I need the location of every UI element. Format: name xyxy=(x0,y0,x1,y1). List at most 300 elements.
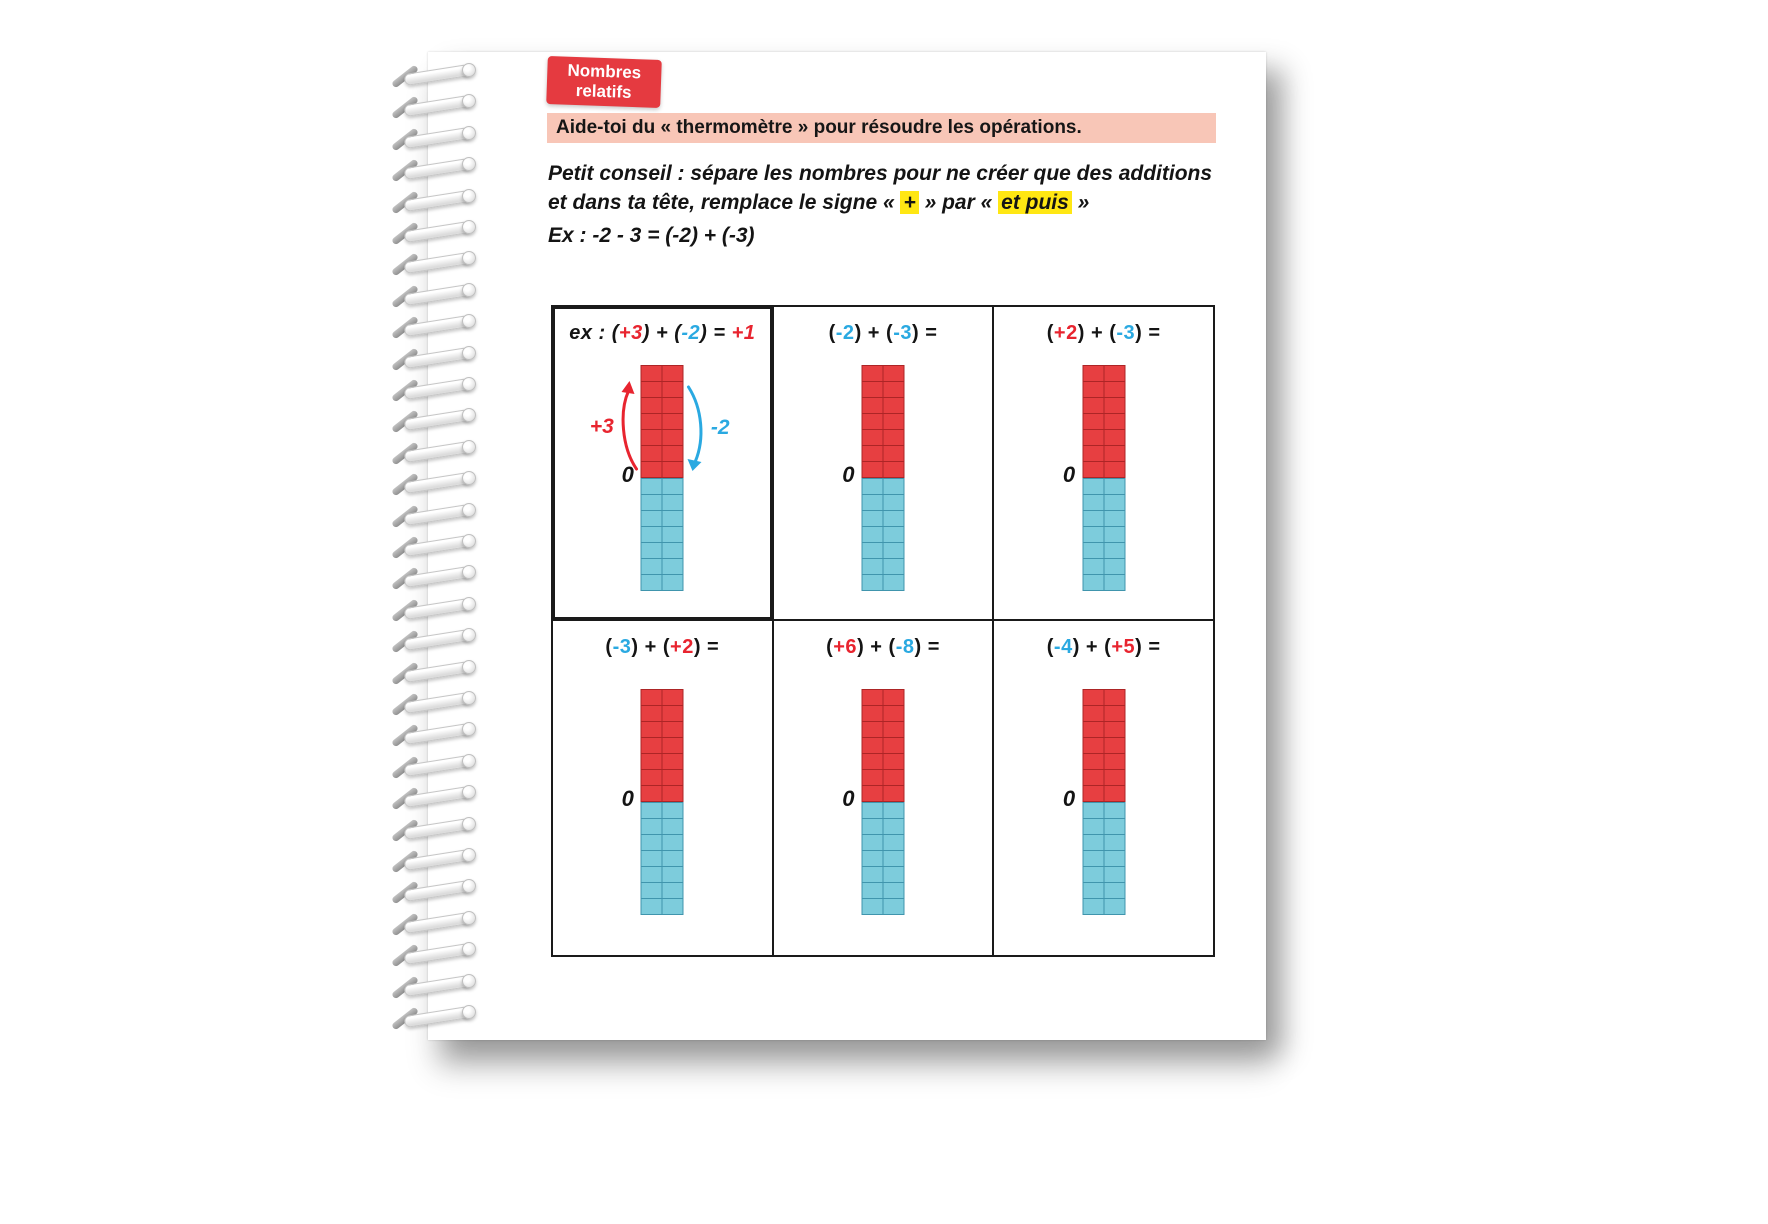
thermo-unit-cell xyxy=(1083,690,1103,705)
thermo-unit-cell xyxy=(642,414,662,429)
thermo-unit-cell xyxy=(663,559,683,574)
zero-label: 0 xyxy=(1062,462,1076,487)
thermometer-above-zero xyxy=(641,365,684,478)
cell-expression xyxy=(553,636,772,659)
coil-end-knob xyxy=(462,1005,476,1019)
coil-end-knob xyxy=(462,283,476,297)
thermo-unit-cell xyxy=(883,446,903,461)
coil-end-knob xyxy=(462,660,476,674)
coil-end-knob xyxy=(462,879,476,893)
thermo-unit-cell xyxy=(1083,706,1103,721)
thermo-unit-cell xyxy=(663,899,683,914)
thermo-unit-cell xyxy=(663,575,683,590)
thermo-unit-cell xyxy=(642,803,662,818)
instruction-text: Aide-toi du « thermomètre » pour résoudre les opérations. xyxy=(556,117,1082,138)
grid-cell xyxy=(773,620,994,956)
coil-end-knob xyxy=(462,251,476,265)
spiral-coil xyxy=(388,345,488,371)
thermo-unit-cell xyxy=(1083,511,1103,526)
spiral-coil xyxy=(388,941,488,967)
thermo-unit-cell xyxy=(862,430,882,445)
thermo-unit-cell xyxy=(862,835,882,850)
expression-segment: +1 xyxy=(731,322,756,344)
thermo-unit-cell xyxy=(883,722,903,737)
annotation-positive-jump xyxy=(590,379,639,475)
thermo-unit-cell xyxy=(862,803,882,818)
thermo-unit-cell xyxy=(1104,414,1124,429)
coil-end-knob xyxy=(462,974,476,988)
spiral-coil xyxy=(388,753,488,779)
thermo-unit-cell xyxy=(663,511,683,526)
thermo-unit-cell xyxy=(1083,430,1103,445)
coil-end-knob xyxy=(462,314,476,328)
thermometer-below-zero xyxy=(641,478,684,591)
thermo-unit-cell xyxy=(862,559,882,574)
thermo-unit-cell xyxy=(1083,738,1103,753)
coil-end-knob xyxy=(462,754,476,768)
thermo-unit-cell xyxy=(1083,479,1103,494)
highlight-plus-sign: + xyxy=(900,191,918,214)
thermo-unit-cell xyxy=(862,899,882,914)
coil-end-knob xyxy=(462,628,476,642)
thermo-unit-cell xyxy=(663,722,683,737)
advice-line2-mid: » par « xyxy=(918,191,999,214)
spiral-coil xyxy=(388,973,488,999)
coil-end-knob xyxy=(462,408,476,422)
grid-cell xyxy=(552,620,773,956)
advice-line2-pre: et dans ta tête, remplace le signe « xyxy=(548,191,901,214)
coil-end-knob xyxy=(462,471,476,485)
thermo-unit-cell xyxy=(1104,738,1124,753)
expression-segment: +2 xyxy=(670,636,694,658)
thermo-unit-cell xyxy=(1083,462,1103,477)
coil-end-knob xyxy=(462,691,476,705)
spiral-coil xyxy=(388,188,488,214)
thermo-unit-cell xyxy=(1104,495,1124,510)
spiral-coil xyxy=(388,219,488,245)
thermo-unit-cell xyxy=(883,462,903,477)
thermo-unit-cell xyxy=(862,690,882,705)
thermo-unit-cell xyxy=(1104,706,1124,721)
spiral-coil xyxy=(388,847,488,873)
thermo-unit-cell xyxy=(1104,527,1124,542)
grid-cell xyxy=(993,620,1214,956)
thermo-unit-cell xyxy=(883,559,903,574)
spiral-coil xyxy=(388,313,488,339)
expression-segment: -4 xyxy=(1053,636,1073,658)
thermo-unit-cell xyxy=(862,398,882,413)
thermo-unit-cell xyxy=(883,414,903,429)
thermo-unit-cell xyxy=(883,835,903,850)
thermo-unit-cell xyxy=(663,706,683,721)
thermo-unit-cell xyxy=(862,706,882,721)
thermo-unit-cell xyxy=(1104,851,1124,866)
instruction-banner xyxy=(547,113,1216,143)
thermo-unit-cell xyxy=(642,754,662,769)
expression-segment: -3 xyxy=(612,636,632,658)
thermo-unit-cell xyxy=(642,366,662,381)
thermo-unit-cell xyxy=(862,883,882,898)
thermo-unit-cell xyxy=(1104,835,1124,850)
expression-segment: ) = xyxy=(911,322,938,344)
cell-expression xyxy=(774,636,993,659)
thermo-unit-cell xyxy=(663,430,683,445)
thermo-unit-cell xyxy=(642,786,662,801)
thermometer-above-zero xyxy=(1082,689,1125,802)
thermo-unit-cell xyxy=(642,867,662,882)
grid-cell xyxy=(773,306,994,620)
thermo-unit-cell xyxy=(862,851,882,866)
thermo-unit-cell xyxy=(642,706,662,721)
thermo-unit-cell xyxy=(663,786,683,801)
thermo-unit-cell xyxy=(1083,366,1103,381)
thermo-unit-cell xyxy=(883,479,903,494)
arrow-down-arc-icon xyxy=(686,383,710,473)
thermo-unit-cell xyxy=(663,414,683,429)
thermo-unit-cell xyxy=(642,511,662,526)
thermo-unit-cell xyxy=(862,738,882,753)
thermo-unit-cell xyxy=(663,754,683,769)
category-tab xyxy=(546,56,662,108)
thermo-unit-cell xyxy=(663,366,683,381)
thermo-unit-cell xyxy=(883,851,903,866)
thermometer-below-zero xyxy=(861,802,904,915)
thermo-unit-cell xyxy=(1104,511,1124,526)
thermo-unit-cell xyxy=(862,867,882,882)
thermo-unit-cell xyxy=(1083,819,1103,834)
thermo-unit-cell xyxy=(1104,867,1124,882)
thermo-unit-cell xyxy=(1083,786,1103,801)
thermo-unit-cell xyxy=(642,462,662,477)
spiral-coil xyxy=(388,439,488,465)
highlight-et-puis: et puis xyxy=(998,191,1072,214)
thermo-unit-cell xyxy=(1083,382,1103,397)
expression-segment: +6 xyxy=(833,636,858,658)
spiral-coil xyxy=(388,282,488,308)
thermo-unit-cell xyxy=(1104,462,1124,477)
thermo-unit-cell xyxy=(642,382,662,397)
thermo-unit-cell xyxy=(642,559,662,574)
thermo-unit-cell xyxy=(1104,754,1124,769)
spiral-coil xyxy=(388,564,488,590)
expression-segment: -3 xyxy=(893,322,912,344)
zero-label: 0 xyxy=(842,462,855,487)
annotation-right-value: -2 xyxy=(710,416,730,439)
spiral-coil xyxy=(388,596,488,622)
thermo-unit-cell xyxy=(1083,867,1103,882)
thermo-unit-cell xyxy=(862,446,882,461)
coil-end-knob xyxy=(462,534,476,548)
thermo-unit-cell xyxy=(1104,899,1124,914)
thermo-unit-cell xyxy=(1083,803,1103,818)
thermo-unit-cell xyxy=(883,495,903,510)
advice-line2-post: » xyxy=(1071,191,1090,214)
expression-segment: -8 xyxy=(895,636,915,658)
advice-line2 xyxy=(548,188,1228,217)
thermometer xyxy=(621,689,684,915)
thermo-unit-cell xyxy=(1104,559,1124,574)
thermometer-above-zero xyxy=(1082,365,1125,478)
thermometer-above-zero xyxy=(861,365,904,478)
thermo-unit-cell xyxy=(883,770,903,785)
thermo-unit-cell xyxy=(642,527,662,542)
expression-segment: -2 xyxy=(681,322,701,344)
thermo-unit-cell xyxy=(883,754,903,769)
expression-segment: +2 xyxy=(1053,322,1078,344)
zero-label: 0 xyxy=(621,462,634,487)
cell-expression xyxy=(994,322,1213,345)
spiral-coil xyxy=(388,659,488,685)
expression-segment: ) = xyxy=(1135,636,1161,658)
spiral-coil xyxy=(388,690,488,716)
thermo-unit-cell xyxy=(883,690,903,705)
thermo-unit-cell xyxy=(883,575,903,590)
spiral-coil xyxy=(388,250,488,276)
expression-segment: ) = xyxy=(700,322,732,344)
arrow-up-arc-icon xyxy=(615,379,639,475)
thermo-unit-cell xyxy=(663,527,683,542)
thermo-unit-cell xyxy=(1104,690,1124,705)
thermo-unit-cell xyxy=(1104,430,1124,445)
thermo-unit-cell xyxy=(1083,899,1103,914)
thermo-unit-cell xyxy=(642,495,662,510)
coil-end-knob xyxy=(462,126,476,140)
spiral-coil xyxy=(388,533,488,559)
thermo-unit-cell xyxy=(883,366,903,381)
expression-segment: ) = xyxy=(1135,322,1161,344)
thermo-unit-cell xyxy=(642,819,662,834)
expression-segment: ) + ( xyxy=(631,636,671,658)
coil-end-knob xyxy=(462,189,476,203)
thermo-unit-cell xyxy=(862,786,882,801)
expression-segment: ( xyxy=(826,636,834,658)
coil-end-knob xyxy=(462,911,476,925)
expression-segment: +5 xyxy=(1111,636,1136,658)
thermo-unit-cell xyxy=(1104,819,1124,834)
spiral-coil xyxy=(388,407,488,433)
thermo-unit-cell xyxy=(883,430,903,445)
coil-end-knob xyxy=(462,94,476,108)
thermo-unit-cell xyxy=(883,543,903,558)
thermo-unit-cell xyxy=(883,527,903,542)
thermo-unit-cell xyxy=(642,770,662,785)
thermo-unit-cell xyxy=(642,690,662,705)
expression-segment: ( xyxy=(828,322,836,344)
thermo-unit-cell xyxy=(1104,398,1124,413)
thermo-unit-cell xyxy=(1083,835,1103,850)
thermo-unit-cell xyxy=(1104,382,1124,397)
thermometer xyxy=(842,689,904,915)
expression-segment: ) + ( xyxy=(1072,636,1112,658)
thermo-unit-cell xyxy=(1083,883,1103,898)
coil-end-knob xyxy=(462,346,476,360)
thermo-unit-cell xyxy=(1083,398,1103,413)
example-equation: Ex : -2 - 3 = (-2) + (-3) xyxy=(548,224,755,247)
thermo-unit-cell xyxy=(862,770,882,785)
thermo-unit-cell xyxy=(862,722,882,737)
thermo-unit-cell xyxy=(1104,575,1124,590)
thermometer xyxy=(842,365,904,591)
thermo-unit-cell xyxy=(663,690,683,705)
thermo-unit-cell xyxy=(1104,446,1124,461)
advice-line1: Petit conseil : sépare les nombres pour ne créer que des additions xyxy=(548,162,1213,185)
thermo-unit-cell xyxy=(883,819,903,834)
thermo-unit-cell xyxy=(642,398,662,413)
thermo-unit-cell xyxy=(1083,770,1103,785)
thermo-unit-cell xyxy=(1083,575,1103,590)
thermo-unit-cell xyxy=(862,511,882,526)
thermo-unit-cell xyxy=(642,543,662,558)
thermo-unit-cell xyxy=(862,543,882,558)
spiral-coil xyxy=(388,502,488,528)
thermo-unit-cell xyxy=(663,803,683,818)
thermo-unit-cell xyxy=(862,462,882,477)
thermo-unit-cell xyxy=(642,851,662,866)
thermo-unit-cell xyxy=(1083,559,1103,574)
thermo-unit-cell xyxy=(862,382,882,397)
coil-end-knob xyxy=(462,785,476,799)
coil-end-knob xyxy=(462,503,476,517)
thermo-unit-cell xyxy=(862,754,882,769)
thermo-unit-cell xyxy=(883,738,903,753)
thermo-unit-cell xyxy=(1083,543,1103,558)
spiral-coil xyxy=(388,62,488,88)
thermometer xyxy=(589,365,730,591)
coil-end-knob xyxy=(462,848,476,862)
expression-segment: ( xyxy=(1046,322,1054,344)
thermometer-below-zero xyxy=(641,802,684,915)
thermo-unit-cell xyxy=(1083,722,1103,737)
expression-segment: -3 xyxy=(1116,322,1136,344)
thermo-unit-cell xyxy=(663,851,683,866)
notebook-page xyxy=(428,52,1266,1040)
coil-end-knob xyxy=(462,722,476,736)
coil-end-knob xyxy=(462,157,476,171)
thermo-unit-cell xyxy=(1104,543,1124,558)
spiral-coil xyxy=(388,627,488,653)
thermo-unit-cell xyxy=(663,835,683,850)
expression-segment: +3 xyxy=(618,322,643,344)
thermo-unit-cell xyxy=(862,479,882,494)
expression-segment: ) = xyxy=(693,636,720,658)
thermo-unit-cell xyxy=(1083,851,1103,866)
expression-segment: ) + ( xyxy=(1077,322,1117,344)
thermometer-above-zero xyxy=(861,689,904,802)
zero-label: 0 xyxy=(1062,786,1076,811)
tab-label-line2: relatifs xyxy=(575,81,632,102)
coil-end-knob xyxy=(462,565,476,579)
thermo-unit-cell xyxy=(663,883,683,898)
thermo-unit-cell xyxy=(663,446,683,461)
thermo-unit-cell xyxy=(1083,527,1103,542)
expression-segment: ( xyxy=(605,636,613,658)
grid-cell xyxy=(993,306,1214,620)
thermo-unit-cell xyxy=(1104,722,1124,737)
thermo-unit-cell xyxy=(1083,446,1103,461)
exercise-grid xyxy=(551,305,1215,957)
thermo-unit-cell xyxy=(883,398,903,413)
thermo-unit-cell xyxy=(1083,495,1103,510)
thermo-unit-cell xyxy=(883,786,903,801)
spiral-coil xyxy=(388,125,488,151)
thermo-unit-cell xyxy=(862,366,882,381)
thermo-unit-cell xyxy=(663,770,683,785)
thermo-unit-cell xyxy=(883,803,903,818)
spiral-coil xyxy=(388,721,488,747)
thermometer-below-zero xyxy=(1082,802,1125,915)
cell-expression xyxy=(553,322,772,345)
thermo-unit-cell xyxy=(663,738,683,753)
thermo-unit-cell xyxy=(663,398,683,413)
annotation-left-value: +3 xyxy=(589,415,614,438)
thermometer-below-zero xyxy=(861,478,904,591)
thermo-unit-cell xyxy=(642,575,662,590)
thermo-unit-cell xyxy=(1104,770,1124,785)
thermo-unit-cell xyxy=(663,819,683,834)
thermometer-below-zero xyxy=(1082,478,1125,591)
grid-cell xyxy=(552,306,773,620)
thermo-unit-cell xyxy=(642,835,662,850)
zero-label: 0 xyxy=(621,786,634,811)
thermo-unit-cell xyxy=(663,479,683,494)
spiral-coil xyxy=(388,910,488,936)
thermo-unit-cell xyxy=(642,446,662,461)
annotation-negative-jump xyxy=(686,383,730,473)
spiral-coil xyxy=(388,470,488,496)
spiral-coil xyxy=(388,784,488,810)
thermo-unit-cell xyxy=(1104,366,1124,381)
thermo-unit-cell xyxy=(1104,803,1124,818)
coil-end-knob xyxy=(462,220,476,234)
thermo-unit-cell xyxy=(862,414,882,429)
expression-segment: ) + ( xyxy=(854,322,894,344)
thermo-unit-cell xyxy=(663,382,683,397)
coil-end-knob xyxy=(462,817,476,831)
expression-segment: -2 xyxy=(835,322,855,344)
thermo-unit-cell xyxy=(862,819,882,834)
thermo-unit-cell xyxy=(883,382,903,397)
thermo-unit-cell xyxy=(1083,754,1103,769)
thermo-unit-cell xyxy=(862,495,882,510)
thermo-unit-cell xyxy=(883,883,903,898)
thermo-unit-cell xyxy=(1104,479,1124,494)
thermometer-above-zero xyxy=(641,689,684,802)
spiral-coil xyxy=(388,816,488,842)
thermo-unit-cell xyxy=(1104,883,1124,898)
zero-label: 0 xyxy=(842,786,855,811)
thermo-unit-cell xyxy=(642,899,662,914)
spiral-coil xyxy=(388,1004,488,1030)
thermo-unit-cell xyxy=(1083,414,1103,429)
thermo-unit-cell xyxy=(642,883,662,898)
cell-expression xyxy=(774,322,993,345)
spiral-coil xyxy=(388,376,488,402)
thermo-unit-cell xyxy=(862,527,882,542)
thermo-unit-cell xyxy=(1104,786,1124,801)
expression-segment: ) = xyxy=(914,636,940,658)
expression-segment: ) + ( xyxy=(642,322,682,344)
thermometer xyxy=(1062,689,1125,915)
spiral-coil xyxy=(388,878,488,904)
thermo-unit-cell xyxy=(883,867,903,882)
thermo-unit-cell xyxy=(663,543,683,558)
thermo-unit-cell xyxy=(862,575,882,590)
coil-end-knob xyxy=(462,597,476,611)
thermo-unit-cell xyxy=(642,722,662,737)
spiral-coil xyxy=(388,93,488,119)
category-tab-label xyxy=(566,61,641,104)
expression-segment: ex : ( xyxy=(569,322,619,344)
